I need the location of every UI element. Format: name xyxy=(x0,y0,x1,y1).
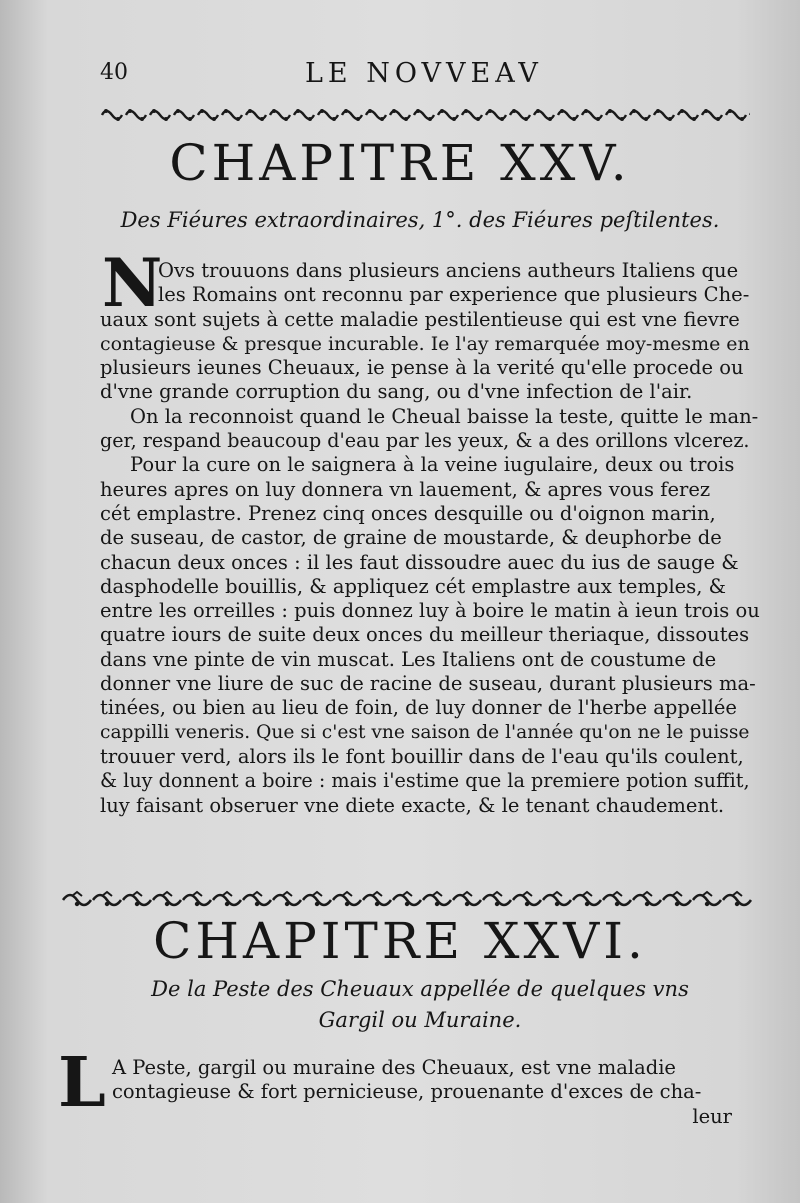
chapter-25-text xyxy=(100,259,760,818)
text-line: leur xyxy=(692,1104,732,1128)
text-line: trouuer verd, alors ils le font bouillir dans de l'eau qu'ils coulent, xyxy=(100,744,744,768)
text-line: les Romains ont reconnu par experience que plusieurs Che- xyxy=(158,283,750,307)
page-number: 40 xyxy=(100,60,128,85)
middle-ornament-band xyxy=(62,888,752,910)
subtitle-line: Gargil ou Muraine. xyxy=(318,1008,522,1032)
text-line: dasphodelle bouillis, & appliquez cét emplastre aux temples, & xyxy=(100,574,726,598)
ornament-pattern-icon xyxy=(62,888,752,910)
running-title: LE NOVVEAV xyxy=(305,58,543,89)
text-line: heures apres on luy donnera vn lauement, & apres vous ferez xyxy=(100,477,711,501)
text-line: tinées, ou bien au lieu de foin, de luy donner de l'herbe appellée xyxy=(100,696,737,720)
text-line: plusieurs ieunes Cheuaux, ie pense à la verité qu'elle procede ou xyxy=(100,356,744,380)
text-line: On la reconnoist quand le Cheual baisse la teste, quitte le man- xyxy=(130,404,759,428)
text-line: cét emplastre. Prenez cinq onces desquille ou d'oignon marin, xyxy=(100,501,716,525)
running-header xyxy=(100,58,740,94)
text-line: de suseau, de castor, de graine de moustarde, & deuphorbe de xyxy=(100,526,722,550)
text-line: Ovs trouuons dans plusieurs anciens autheurs Italiens que xyxy=(158,259,739,282)
subtitle-line: De la Peste des Cheuaux appellée de quelques vns xyxy=(151,977,689,1001)
text-line: luy faisant obseruer vne diete exacte, & le tenant chaudement. xyxy=(100,793,725,817)
text-line: donner vne liure de suc de racine de suseau, durant plusieurs ma- xyxy=(100,672,756,696)
text-line: quatre iours de suite deux onces du meilleur theriaque, dissoutes xyxy=(100,623,750,647)
text-line: & luy donnent a boire : mais i'estime que la premiere potion suffit, xyxy=(100,769,750,793)
text-line: contagieuse & presque incurable. Ie l'ay remarquée moy-mesme en xyxy=(100,332,750,355)
chapter-title-25: CHAPITRE XXV. xyxy=(169,134,631,192)
chapter-title-26: CHAPITRE XXVI. xyxy=(153,912,647,970)
text-line: cappilli veneris. Que si c'est vne saison de l'année qu'on ne le puisse xyxy=(100,721,750,743)
text-line: ger, respand beaucoup d'eau par les yeux, & a des orillons vlcerez. xyxy=(100,429,750,453)
drop-cap-n: N xyxy=(102,244,163,322)
drop-cap-l: L xyxy=(58,1043,106,1123)
chapter-26-text xyxy=(112,1056,732,1129)
text-line: uaux sont sujets à cette maladie pestilentieuse qui est vne fievre xyxy=(100,307,740,331)
chapter-subtitle-25: Des Fiéures extraordinaires, 1°. des Fiéures peſtilentes. xyxy=(120,208,720,232)
text-line: A Peste, gargil ou muraine des Cheuaux, est vne maladie xyxy=(112,1056,676,1079)
text-line: dans vne pinte de vin muscat. Les Italiens ont de coustume de xyxy=(100,647,717,671)
top-ornament-band xyxy=(100,104,750,126)
chapter-subtitle-26 xyxy=(80,974,760,1036)
text-line: chacun deux onces : il les faut dissoudre auec du ius de sauge & xyxy=(100,550,739,574)
text-line: Pour la cure on le saignera à la veine iugulaire, deux ou trois xyxy=(130,453,735,477)
text-line: entre les orreilles : puis donnez luy à boire le matin à ieun trois ou xyxy=(100,599,760,623)
text-line: contagieuse & fort pernicieuse, prouenante d'exces de cha- xyxy=(112,1080,702,1104)
ornament-pattern-icon xyxy=(100,104,750,126)
text-line: d'vne grande corruption du sang, ou d'vne infection de l'air. xyxy=(100,380,693,404)
